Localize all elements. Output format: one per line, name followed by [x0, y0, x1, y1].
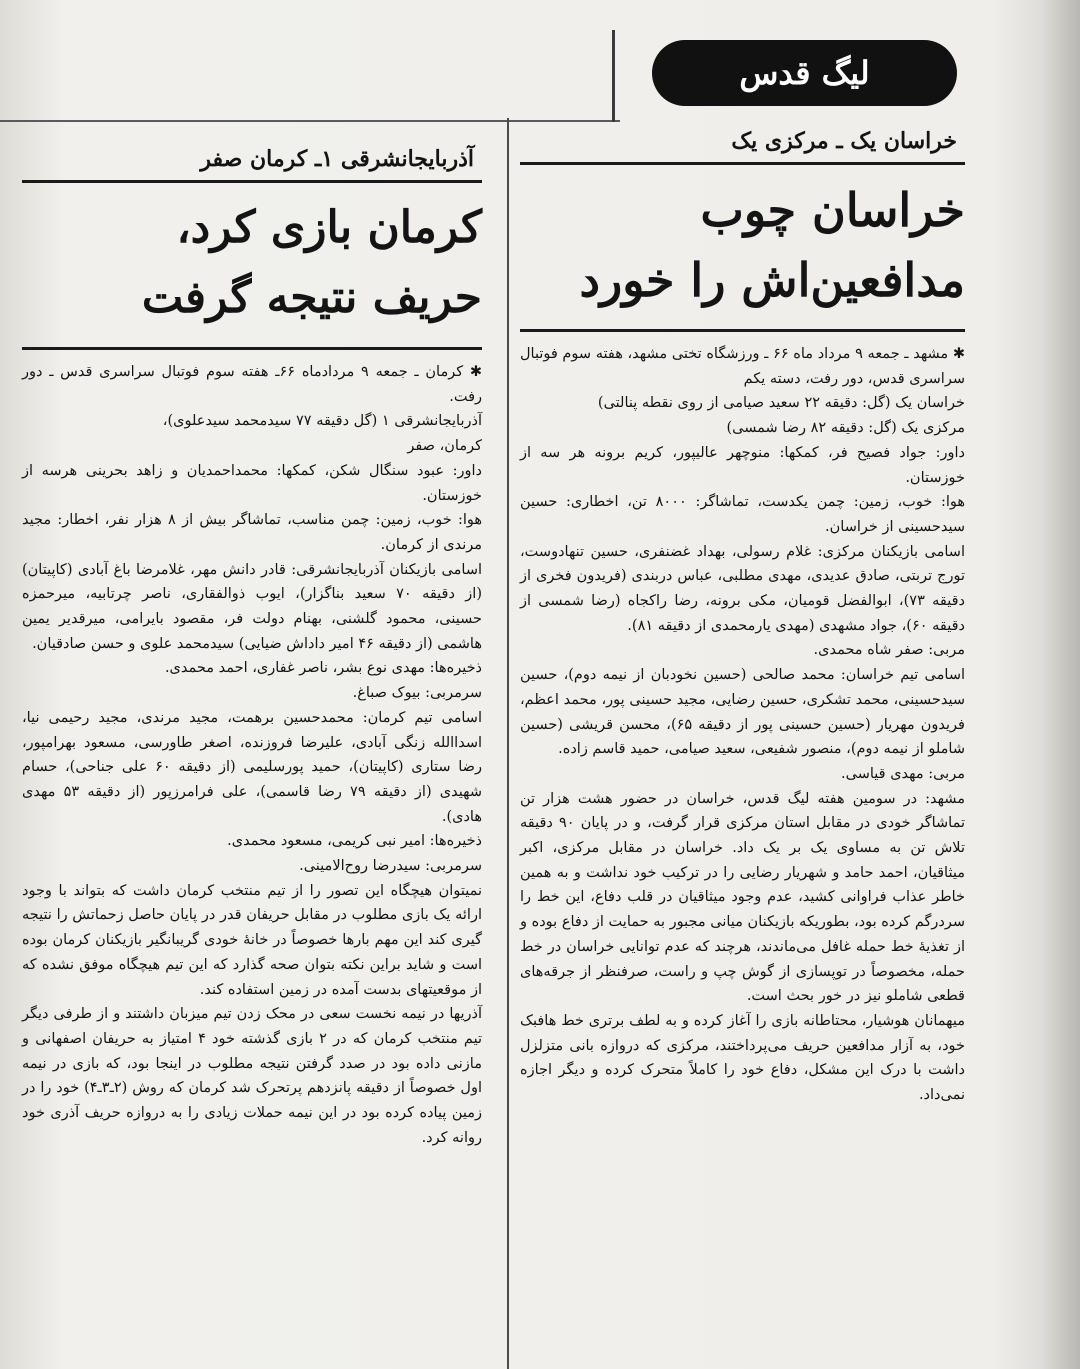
left-kicker-rule — [22, 180, 482, 183]
right-paragraph: هوا: خوب، زمین: چمن یکدست، تماشاگر: ۸۰۰۰ تن، اخطاری: حسین سیدحسینی از خراسان. — [520, 494, 966, 535]
left-paragraph: هوا: خوب، زمین: چمن مناسب، تماشاگر بیش از ۸ هزار نفر، اخطار: مجید مرندی از کرمان. — [22, 512, 482, 553]
section-badge: لیگ قدس — [652, 40, 957, 106]
right-paragraph: مشهد: در سومین هفته لیگ قدس، خراسان در حضور هشت هزار تن تماشاگر خودی در مقابل استان مرکزی قرار گرفت، و در پایان ۹۰ دقیقه تلاش تن به مساوی یک بر یک داد. خراسان در مقابل مرکزی، اکبر میثاقیان، احمد حامد و شهریار رضایی را در ترکیب خود نداشت و به همین خاطر عذاب فراوانی کشید، عدم وجود میثاقیان در قلب دفاع، این خط را سردرگم کرده بود، بطوریکه بازیکنان میانی مجبور به حمایت از دفاع بوده و از تغذیهٔ خط حمله غافل می‌ماندند، هرچند که عدم توانایی خراسان در خط حمله، مخصوصاً در توپسازی از گوش چپ و راست، صرفنظر از جرقه‌های قطعی شاملو نیز در خور بحث است. — [520, 790, 966, 1005]
left-paragraph: آذربایجانشرقی ۱ (گل دقیقه ۷۷ سیدمحمد سیدعلوی)، — [162, 413, 482, 430]
right-paragraph: خراسان یک (گل: دقیقه ۲۲ سعید صیامی از روی نقطه پنالتی) — [597, 395, 965, 412]
right-paragraph: اسامی تیم خراسان: محمد صالحی (حسین نخودبان از نیمه دوم)، حسین سیدحسینی، محمد تشکری، حسین رضایی، مجید حسینی پور، محمد اعظم، فریدون مهریار (حسین حسینی پور از دقیقه ۶۵)، محسن قریشی (حسین شاملو از نیمه دوم)، منصور شفیعی، سعید صیامی، حمید قاسم زاده. — [520, 667, 965, 758]
left-kicker: آذربایجانشرقی ۱ـ کرمان صفر — [200, 146, 474, 172]
right-headline-line1: خراسان چوب — [700, 183, 965, 237]
right-paragraph: داور: جواد فصیح فر، کمکها: منوچهر عالیپور، کریم برونه هر سه از خوزستان. — [520, 444, 965, 486]
article-right — [520, 120, 965, 1369]
left-paragraph: اسامی بازیکنان آذربایجانشرقی: قادر دانش مهر، غلامرضا باغ آبادی (کاپیتان) (از دقیقه ۷۰ سعید بناگزار)، ایوب ذوالفقاری، ناصر چرتابیه، میرحمزه حسینی، محمود گلشنی، بهنام دولت فر، مقصود بایرامی، میرقدیر یمین هاشمی (از دقیقه ۴۶ امیر داداش ضیایی) سیدمحمد علوی و حسن صادقیان. — [22, 561, 482, 652]
left-paragraph: سرمربی: سیدرضا روح‌الامینی. — [299, 858, 482, 875]
right-kicker-rule — [520, 162, 965, 165]
right-headline-line2: مدافعین‌اش را خورد — [579, 253, 965, 307]
right-body — [520, 342, 965, 1108]
left-paragraph: داور: عبود سنگال شکن، کمکها: محمداحمدیان و زاهد بحرینی هرسه از خوزستان. — [22, 462, 482, 504]
right-kicker: خراسان یک ـ مرکزی یک — [731, 128, 957, 154]
left-paragraph: اسامی تیم کرمان: محمدحسین برهمت، مجید مرندی، مجید رحیمی نیا، اسداالله زنگی آبادی، علیرضا فروزنده، اصغر طاورسی، مسعود بهرامپور، رضا ستاری (کاپیتان)، حمید پورسلیمی (از دقیقه ۶۰ علی جناحی)، حسام شهیدی (از دقیقه ۷۹ رضا قاسمی)، علی فرامرزپور (از دقیقه ۵۳ مهدی هادی). — [22, 709, 482, 825]
left-paragraph: نمیتوان هیچگاه این تصور را از تیم منتخب کرمان داشت که بتواند با وجود ارائه یک بازی مطلوب در مقابل حریفان قدر در پایان حاصل زحماتش را نتیجه گیری کند این مهم بارها خصوصاً در خانهٔ خودی گریبانگیر بازیکنان کرمان بوده است و شاید براین نکته بتوان صحه گذارد که این تیم هیچگاه موفق نشده که از موقعیتهای بدست آمده در زمین استفاده کند. — [22, 882, 482, 998]
right-paragraph: مربی: مهدی قیاسی. — [841, 765, 965, 782]
right-headline-rule — [520, 329, 965, 332]
left-paragraph: سرمربی: بیوک صباغ. — [352, 685, 482, 702]
right-paragraph: مرکزی یک (گل: دقیقه ۸۲ رضا شمسی) — [726, 420, 965, 437]
right-paragraph: ✱ مشهد ـ جمعه ۹ مرداد ماه ۶۶ ـ ورزشگاه تختی مشهد، هفته سوم فوتبال سراسری قدس، دور رفت، دسته یکم — [520, 346, 966, 387]
left-headline-line2: حریف نتیجه گرفت — [141, 272, 482, 323]
right-paragraph: مربی: صفر شاه محمدی. — [813, 642, 965, 659]
left-paragraph: آذریها در نیمه نخست سعی در محک زدن تیم میزبان داشتند و از طرفی دیگر تیم منتخب کرمان که در ۲ بازی گذشته خود ۴ امتیاز به حریفان اصفهانی و مازنی داده بود در صدد گرفتن نتیجه مطلوب در اینجا بود، که بازی در نیمه اول خصوصاً از دقیقه پانزدهم پرتحرک شد کرمان که روش (۲ـ۳ـ۴) خود را در زمین پیاده کرده بود در این نیمه حملات زیادی را به دروازه حریف آذری خود روانه کرد. — [22, 1006, 482, 1146]
right-headline — [520, 175, 965, 315]
left-body — [22, 360, 482, 1151]
article-left — [22, 138, 482, 1369]
left-headline — [22, 193, 482, 333]
left-headline-line1: کرمان بازی کرد، — [176, 202, 482, 253]
left-headline-rule — [22, 347, 482, 350]
right-paragraph: اسامی بازیکنان مرکزی: غلام رسولی، بهداد غضنفری، حسین تنهادوست، تورج تربتی، صادق عدیدی، مهدی مطلبی، عباس دربندی (فریدون فخری از دقیقه ۷۳)، ابوالفضل قومیان، مکی برونه، رضا راکجاه (رضا شمسی از دقیقه ۶۰)، جواد مشهدی (مهدی یارمحمدی از دقیقه ۸۱). — [520, 543, 965, 634]
left-paragraph: ✱ کرمان ـ جمعه ۹ مردادماه ۶۶ـ هفته سوم فوتبال سراسری قدس ـ دور رفت. — [22, 364, 483, 405]
page-edge-shadow — [1040, 0, 1080, 1369]
left-paragraph: ذخیره‌ها: مهدی نوع بشر، ناصر غفاری، احمد محمدی. — [164, 660, 482, 677]
left-paragraph: کرمان، صفر — [407, 438, 482, 455]
right-paragraph: میهمانان هوشیار، محتاطانه بازی را آغاز کرده و به لطف برتری خط هافبک خود، به آزار مدافعین حریف می‌پرداختند، مرکزی که دروازه بانی متزلزل داشت با درک این مشکل، دفاع خود را کاملاً متحرک کرده و دیگر اجازه نمی‌داد. — [520, 1012, 965, 1104]
top-vertical-rule — [612, 30, 615, 122]
column-divider — [507, 118, 509, 1369]
left-paragraph: ذخیره‌ها: امیر نبی کریمی، مسعود محمدی. — [227, 833, 482, 850]
